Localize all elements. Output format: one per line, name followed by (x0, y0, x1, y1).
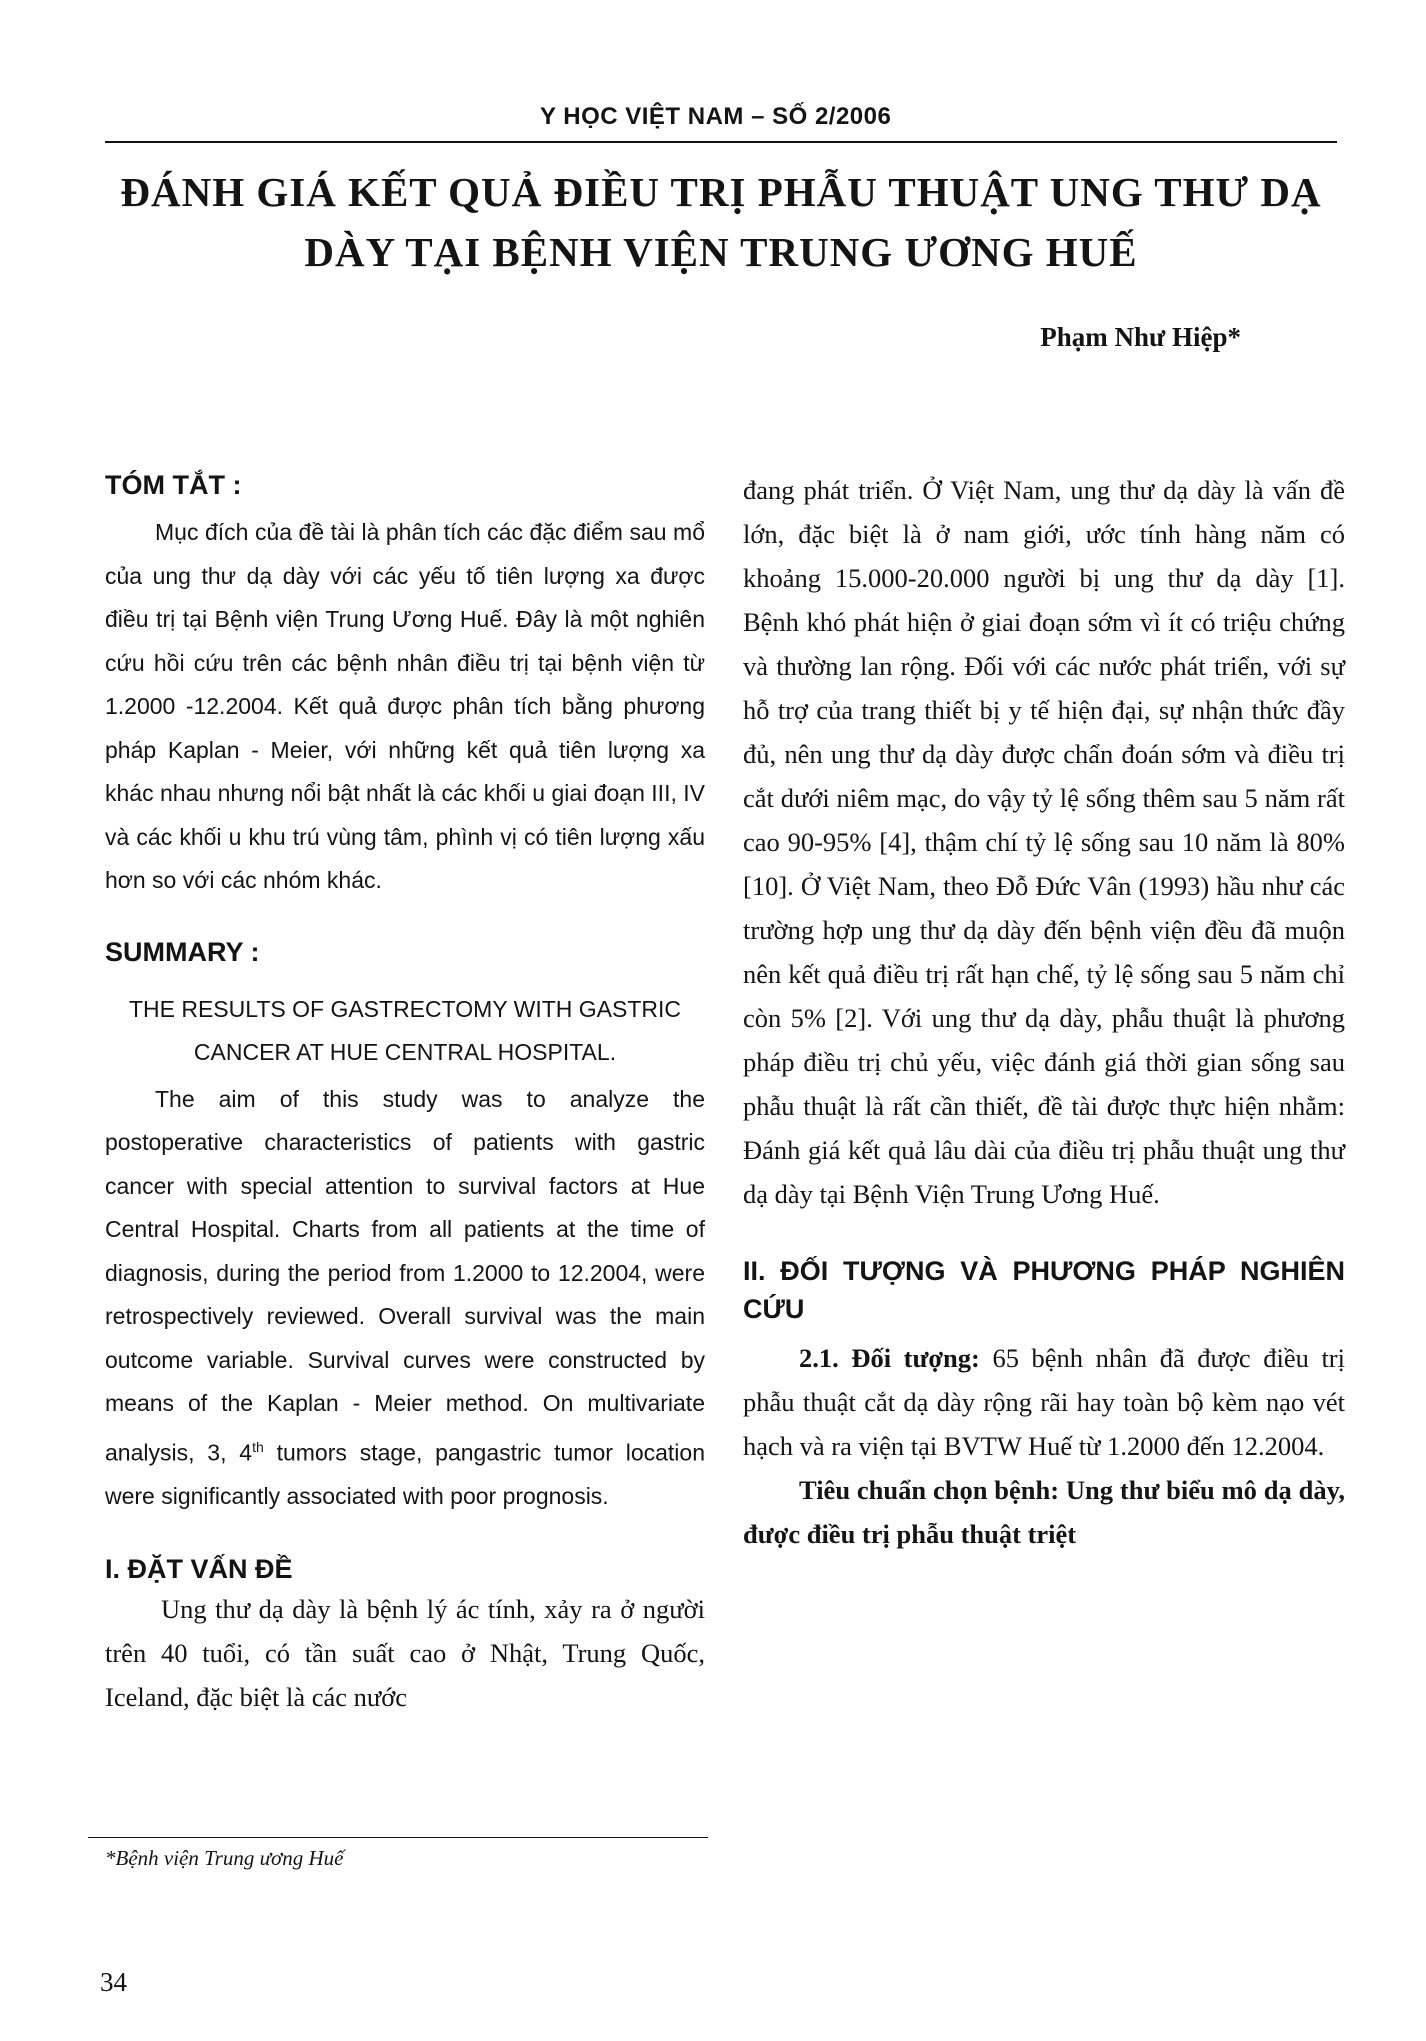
summary-title (105, 988, 705, 1074)
summary-superscript: th (252, 1438, 264, 1455)
section-2-1-paragraph (743, 1336, 1345, 1468)
selection-criteria: Tiêu chuẩn chọn bệnh: Ung thư biểu mô dạ dày, được điều trị phẫu thuật triệt (743, 1475, 1345, 1549)
section-2-1-text: 65 bệnh nhân đã được điều trị phẫu thuật cắt dạ dày rộng rãi hay toàn bộ kèm nạo vét hạch và ra viện tại BVTW Huế từ 1.2000 đến 12.2004. (743, 1343, 1345, 1461)
section-1-paragraph-start: Ung thư dạ dày là bệnh lý ác tính, xảy ra ở người trên 40 tuổi, có tần suất cao ở Nhật, Trung Quốc, Iceland, đặc biệt là các nước (105, 1594, 705, 1713)
section-1-paragraph-continued: đang phát triển. Ở Việt Nam, ung thư dạ dày là vấn đề lớn, đặc biệt là ở nam giới, ước tính hàng năm có khoảng 15.000-20.000 người bị ung thư dạ dày [1]. Bệnh khó phát hiện ở giai đoạn sớm vì ít có triệu chứng và thường lan rộng. Đối với các nước phát triển, với sự hỗ trợ của trang thiết bị y tế hiện đại, sự nhận thức đầy đủ, nên ung thư dạ dày được chẩn đoán sớm và điều trị cắt dưới niêm mạc, do vậy tỷ lệ sống thêm sau 5 năm rất cao 90-95% [4], thậm chí tỷ lệ sống sau 10 năm là 80%[10]. Ở Việt Nam, theo Đỗ Đức Vân (1993) hầu như các trường hợp ung thư dạ dày đến bệnh viện đều đã muộn nên kết quả điều trị rất hạn chế, tỷ lệ sống sau 5 năm chỉ còn 5% [2]. Với ung thư dạ dày, phẫu thuật là phương pháp điều trị chủ yếu, việc đánh giá thời gian sống sau phẫu thuật là rất cần thiết, đề tài được thực hiện nhằm: Đánh giá kết quả lâu dài của điều trị phẫu thuật ung thư dạ dày tại Bệnh Viện Trung Ương Huế. (743, 475, 1345, 1209)
page-number: 34 (100, 1967, 127, 1997)
left-column (105, 470, 705, 1719)
article-title-line-2: DÀY TẠI BỆNH VIỆN TRUNG ƯƠNG HUẾ (304, 229, 1138, 275)
author-name: Phạm Như Hiệp* (1040, 322, 1241, 352)
section-2-heading: II. ĐỐI TƯỢNG VÀ PHƯƠNG PHÁP NGHIÊN CỨU (743, 1256, 1345, 1324)
summary-text (105, 1078, 705, 1519)
summary-heading: SUMMARY : (105, 936, 260, 967)
summary-title-line-1: THE RESULTS OF GASTRECTOMY WITH GASTRIC (128, 995, 682, 1022)
abstract-vi-heading: TÓM TẮT : (105, 470, 242, 500)
summary-title-line-2: CANCER AT HUE CENTRAL HOSPITAL. (193, 1038, 617, 1065)
running-header: Y HỌC VIỆT NAM – SỐ 2/2006 (540, 103, 892, 130)
header-rule (105, 141, 1337, 143)
section-1-heading: I. ĐẶT VẤN ĐỀ (105, 1554, 293, 1585)
article-title (100, 162, 1342, 282)
summary-text-part-2: tumors stage, pangastric tumor location were significantly associated with poor prognosis. (105, 1439, 705, 1509)
abstract-vi-text: Mục đích của đề tài là phân tích các đặc điểm sau mổ của ung thư dạ dày với các yếu tố tiên lượng xa được điều trị tại Bệnh viện Trung Ương Huế. Đây là một nghiên cứu hồi cứu trên các bệnh nhân điều trị tại bệnh viện từ 1.2000 -12.2004. Kết quả được phân tích bằng phương pháp Kaplan - Meier, với những kết quả tiên lượng xa khác nhau nhưng nổi bật nhất là các khối u giai đoạn III, IV và các khối u khu trú vùng tâm, phình vị có tiên lượng xấu hơn so với các nhóm khác. (105, 519, 705, 893)
section-2-1-label: 2.1. Đối tượng: (799, 1343, 980, 1373)
footnote: *Bệnh viện Trung ương Huế (105, 1846, 344, 1870)
footnote-rule (88, 1837, 708, 1838)
right-column (743, 468, 1345, 1556)
article-title-line-1: ĐÁNH GIÁ KẾT QUẢ ĐIỀU TRỊ PHẪU THUẬT UNG THƯ DẠ (120, 169, 1322, 215)
summary-text-part-1: The aim of this study was to analyze the postoperative characteristics of patients with gastric cancer with special attention to survival factors at Hue Central Hospital. Charts from all patients at the time of diagnosis, during the period from 1.2000 to 12.2004, were retrospectively reviewed. Overall survival was the main outcome variable. Survival curves were constructed by means of the Kaplan - Meier method. On multivariate analysis, 3, 4 (105, 1085, 705, 1466)
